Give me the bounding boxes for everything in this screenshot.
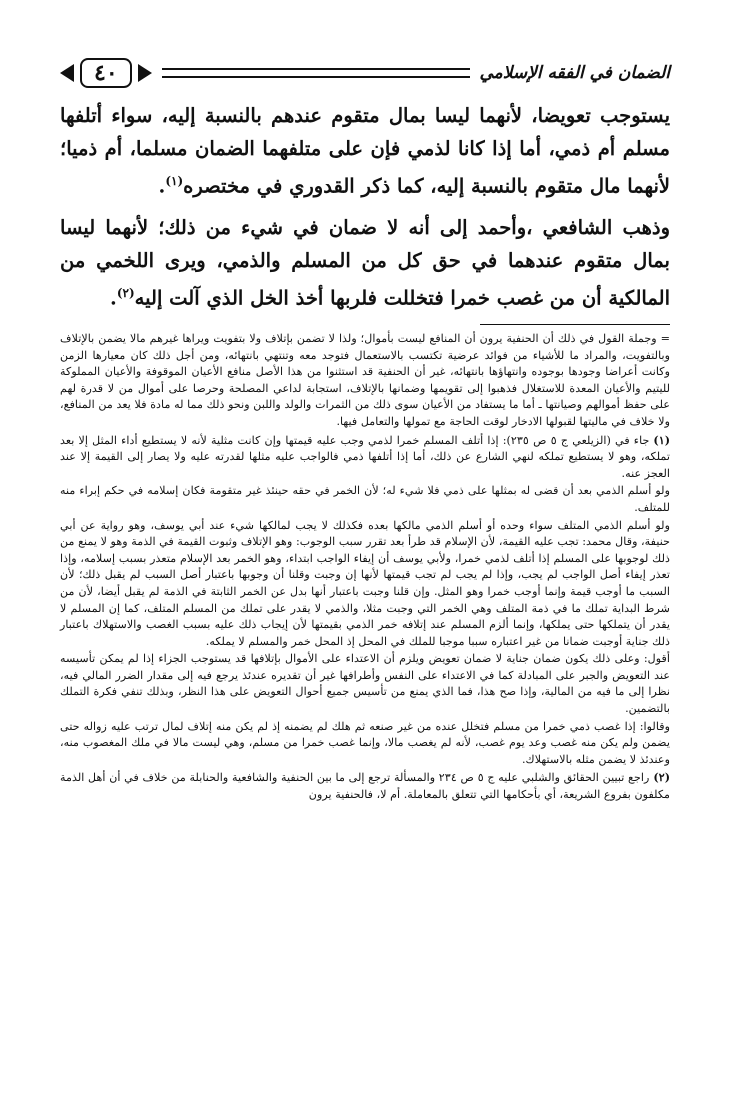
footnote-mark-2: (٢) — [653, 770, 670, 785]
footnotes — [60, 331, 670, 804]
footnote-text: أقول: وعلى ذلك يكون ضمان جناية لا ضمان تعويض ويلزم أن الاعتداء على الأموال بإتلافها قد يستوجب الجزاء إذا لم يمكن تأسيسه عند التعويض والجبر على المبادلة كما في الاعتداء على النفس وأطرافها غير أن تقديره عندئذ يرجع فيه إلى مقدار الضرر المالي فيه، نظرا إلى ما فيه من المالية، وإذا صح هذا، فما الذي يمنع من تأسيس جميع أحوال التعويض على هذا النظر، وبذلك تنفي فكرة التملك بالتضمين. — [60, 652, 670, 716]
page-number: ٤٠ — [80, 58, 132, 88]
header-rule — [162, 68, 470, 78]
page-number-box — [60, 58, 152, 88]
footnote-separator — [480, 324, 670, 325]
main-text — [60, 99, 670, 314]
footnote-mark-1: (١) — [653, 432, 670, 447]
footnote-text: وقالوا: إذا غصب ذمي خمرا من مسلم فتخلل عنده من غير صنعه ثم هلك لم يضمنه إذ لم يكن منه إتلاف لمال ترتب عليه زواله حتى يضمن ولم يكن منه غصب وعد يوم غصب، لأنه لم يغصب مالا، وإنما غصب خمرا من مسلم، وهي ليست مالا في ملك المغصوب منه، وعندئذ لا يضمن مثله بالاستهلاك. — [60, 719, 670, 766]
footnote-text: جاء في (الزيلعي ج ٥ ص ٢٣٥): إذا أتلف المسلم خمرا لذمي وجب عليه قيمتها وإن كانت مثلية لأنه لا يستطيع أداء المثل إلا بعد تملكه، وهو لا يستطيع تملكه لنهي الشارع عن ذلك، أما إذا أتلفها ذمي فالواجب عليه مثلها لقدرته عليه ولا يصار إلى القيمة إلا عند العجز عنه. — [60, 433, 670, 480]
footnote-ref-1: (١) — [165, 174, 184, 188]
footnote-1b — [60, 483, 670, 516]
footnote-1c — [60, 518, 670, 651]
footnote-1a — [60, 432, 670, 483]
paragraph-1-text: يستوجب تعويضا، لأنهما ليسا بمال متقوم عندهم بالنسبة إليه، سواء أتلفها مسلم أم ذمي، أما إذا كانا لذمي فإن على متلفهما الضمان مسلما، أم ذميا؛ لأنهما مال متقوم بالنسبة إليه، كما ذكر القدوري في مختصره — [60, 104, 670, 198]
book-page — [60, 55, 670, 1075]
ornament-arrow-right-icon — [138, 64, 152, 82]
page-header — [60, 55, 670, 91]
footnote-1e — [60, 719, 670, 769]
ornament-arrow-left-icon — [60, 64, 74, 82]
footnote-text: ولو أسلم الذمي المتلف سواء وحده أو أسلم الذمي مالكها بعده فكذلك لا يجب لمالكها شيء عند أبي يوسف، وهو رواية عن أبي حنيفة، وقال محمد: تجب عليه القيمة، لأن الإسلام قد طرأ بعد تقرر سبب الوجوب: وهو الإتلاف وثبوت القيمة في الذمة وهو لا يمنع من ذلك لوجوبها على المسلم إذا أتلف لذمي خمرا، ولأبي يوسف أن إيفاء الواجب ابتداء، وهو الخمر بعد الإسلام متعذر بسبب إسلامه، وإذا تعذر إيفاء أصل الواجب لم يجب، وإذا لم يجب لم تجب قيمتها لأنها إن وجبت وقلنا أن وجوبها باعتبار أصل السبب لم يقبل ذلك؛ لأن السبب ما أوجب قيمة وإنما أوجب خمرا وهو المثل. وإن قلنا وجبت باعتبار أنها بدل عن الخمر الثابتة في الذمة لم يقبل أيضا، لأن من شرط البداية تملك ما في ذمة المتلف وهي الخمر التي وجبت مثلا، والذمي لا يقدر على تملك من المسلم المتلف، كما إن المسلم لا يقدر أن يتملكها حتى يملكها، وإنما ألزم المسلم عند إتلافه خمر الذمي بقيمتها لأن إيجاب ذلك عليه بسبب الغصب والاستهلاك باعتبار ذلك جناية أوجبت ضمانا من غير اعتباره سببا موجبا للملك في المحل إذ المحل خمر والمسلم لا يملكه. — [60, 518, 670, 648]
footnote-text: راجع تبيين الحقائق والشلبي عليه ج ٥ ص ٢٣٤ والمسألة ترجع إلى ما بين الحنفية والشافعية والحنابلة من خلاف في أن أهل الذمة مكلفون بفروع الشريعة، أي بأحكامها التي تتعلق بالمعاملة. أم لا، فالحنفية يرون — [60, 771, 670, 802]
footnote-1d — [60, 651, 670, 717]
footnote-ref-2: (٢) — [116, 285, 135, 300]
footnote-continuation: = وجملة القول في ذلك أن الحنفية يرون أن المنافع ليست بأموال؛ ولذا لا تضمن بإتلاف ولا بتفويت ويراها غيرهم مالا يضمن بالإتلاف وبالتفويت، والمراد ما للأشياء من فوائد عرضية تكتسب بالاستعمال فتوجد معه وتنتهي بانتهائه، ومن أجل ذلك كان معيارها الزمن وكانت أعراضا وجودها بوجوده وانتهاؤها بانتهائه، غير أن الحنفية قد استثنوا من هذا الأصل منافع الأعيان الموقوفة والأعيان المملوكة لليتيم والأعيان المعدة للاستغلال فذهبوا إلى تقويمها وضمانها بالإتلاف، استجابة لداعي المصلحة وحرصا على أموال من لا قدرة لهم على حفظ أموالهم وصيانتها ـ أما ما يستفاد من الأعيان سوى ذلك من الثمرات والولد واللبن ونحو ذلك مما له مادة فلا يعد من المنافع، ولا خلاف في ماليتها لقبولها الادخار لوقت الحاجة مع تمولها والتعامل فيها. — [60, 332, 670, 428]
paragraph-1: يستوجب تعويضا، لأنهما ليسا بمال متقوم عندهم بالنسبة إليه، سواء أتلفها مسلم أم ذمي، أما إذا كانا لذمي فإن على متلفهما الضمان مسلما، أم ذميا؛ لأنهما مال متقوم بالنسبة إليه، كما ذكر القدوري في مختصره$^{(١)}$. — [60, 104, 670, 198]
footnote-2 — [60, 769, 670, 803]
footnote-text: ولو أسلم الذمي بعد أن قضى له بمثلها على ذمي فلا شيء له؛ لأن الخمر في حقه حينئذ غير متقومة فكان إسلامه في حكم إبراء منه للمتلف. — [60, 484, 670, 514]
paragraph-2: وذهب الشافعي ،وأحمد إلى أنه لا ضمان في شيء من ذلك؛ لأنهما ليسا بمال متقوم عندهما في حق كل من المسلم والذمي، ويرى اللخمي من المالكية أن من غصب خمرا فتخللت فلربها أخذ الخل الذي آلت إليه$^{(٢)}$. — [60, 215, 670, 309]
running-title: الضمان في الفقه الإسلامي — [479, 63, 670, 83]
paragraph-2-text: وذهب الشافعي ،وأحمد إلى أنه لا ضمان في شيء من ذلك؛ لأنهما ليسا بمال متقوم عندهما في حق كل من المسلم والذمي، ويرى اللخمي من المالكية أن من غصب خمرا فتخللت فلربها أخذ الخل الذي آلت إليه — [60, 215, 670, 309]
